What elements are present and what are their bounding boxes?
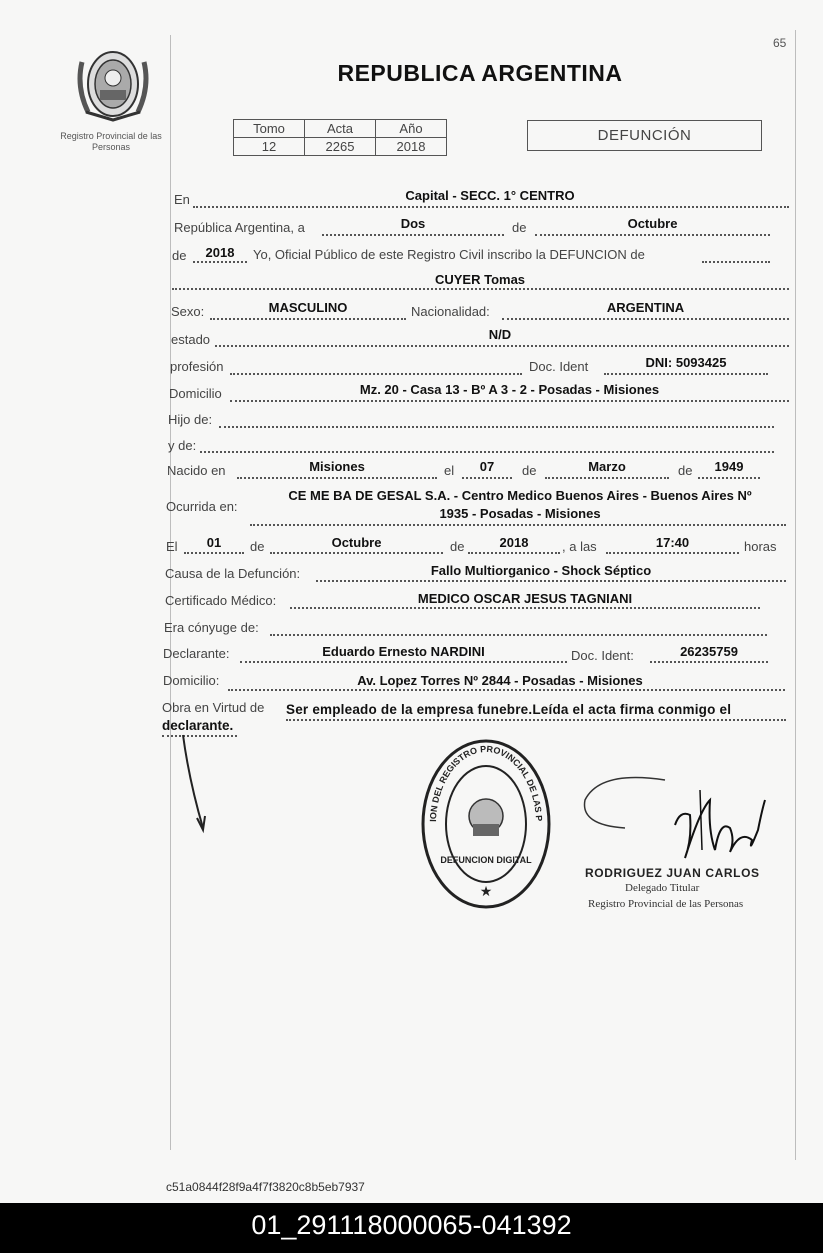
page-number: 65 xyxy=(773,36,787,50)
y-de-line xyxy=(200,451,774,453)
difunto-nombre: CUYER Tomas xyxy=(434,272,526,287)
nacionalidad-label: Nacionalidad: xyxy=(411,304,490,319)
official-stamp xyxy=(420,738,552,910)
document-type: DEFUNCIÓN xyxy=(527,120,762,151)
ocurrida-line1: CE ME BA DE GESAL S.A. - Centro Medico Buenos Aires - Buenos Aires Nº xyxy=(288,488,752,503)
obra-value-line1: Ser empleado de la empresa funebre.Leída el acta firma conmigo el xyxy=(286,702,732,717)
conyuge-line xyxy=(270,634,767,636)
right-margin-line xyxy=(795,30,796,1160)
defuncion-hora-line xyxy=(606,552,739,554)
provincial-seal-icon xyxy=(74,42,152,124)
anio-value: 2018 xyxy=(205,245,235,260)
causa-label: Causa de la Defunción: xyxy=(165,566,301,581)
sexo-line xyxy=(210,318,406,320)
signature-name: RODRIGUEZ JUAN CARLOS xyxy=(585,866,760,880)
estado-line xyxy=(215,345,789,347)
sexo-label: Sexo: xyxy=(171,304,205,319)
defuncion-mes-line xyxy=(270,552,443,554)
y-de-label: y de: xyxy=(168,438,197,453)
conyuge-label: Era cónyuge de: xyxy=(164,620,259,635)
domicilio2-line xyxy=(228,689,785,691)
nacido-mes: Marzo xyxy=(588,459,626,474)
certificado-line xyxy=(290,607,760,609)
fecha-mes: Octubre xyxy=(627,216,678,231)
handwritten-signature-icon xyxy=(580,770,780,865)
doc-ident-value: DNI: 5093425 xyxy=(645,355,727,370)
nacido-dia-line xyxy=(462,477,512,479)
estado-value: N/D xyxy=(488,327,512,342)
declarante-doc-line xyxy=(650,661,768,663)
declarante-value: Eduardo Ernesto NARDINI xyxy=(322,644,485,659)
profesion-line xyxy=(230,373,522,375)
domicilio2-value: Av. Lopez Torres Nº 2844 - Posadas - Misiones xyxy=(357,673,643,688)
header-anio: Año xyxy=(376,120,447,138)
domicilio-label: Domicilio xyxy=(169,386,222,401)
dia-line xyxy=(322,234,504,236)
causa-value: Fallo Multiorganico - Shock Séptico xyxy=(430,563,652,578)
nacido-el-label: el xyxy=(444,463,455,478)
certificado-value: MEDICO OSCAR JESUS TAGNIANI xyxy=(417,591,633,606)
anio-line xyxy=(193,261,247,263)
obra-line1 xyxy=(286,719,786,721)
handwritten-arrow-icon xyxy=(175,730,215,835)
defuncion-de2-label: de xyxy=(450,539,465,554)
nacido-lugar-line xyxy=(237,477,437,479)
page-title: REPUBLICA ARGENTINA xyxy=(337,60,623,86)
document-hash: c51a0844f28f9a4f7f3820c8b5eb7937 xyxy=(166,1180,365,1194)
declarante-doc-value: 26235759 xyxy=(680,644,738,659)
defuncion-de-label: de xyxy=(250,539,265,554)
nacido-mes-line xyxy=(545,477,669,479)
nacido-lugar: Misiones xyxy=(309,459,365,474)
fecha-label: República Argentina, a xyxy=(174,220,305,235)
ocurrida-label: Ocurrida en: xyxy=(166,499,238,514)
fecha-dia: Dos xyxy=(400,216,426,231)
oficial-trailing-line xyxy=(702,261,770,263)
stamp-outer-text: ION DEL REGISTRO PROVINCIAL DE LAS P xyxy=(428,743,544,822)
anio-de-label: de xyxy=(172,248,187,263)
defuncion-el-label: El xyxy=(166,539,178,554)
hijo-de-label: Hijo de: xyxy=(168,412,213,427)
ocurrida-line2: 1935 - Posadas - Misiones xyxy=(439,506,601,521)
declarante-label: Declarante: xyxy=(163,646,230,661)
defuncion-horas-label: horas xyxy=(744,539,777,554)
domicilio2-label: Domicilio: xyxy=(163,673,220,688)
certificado-label: Certificado Médico: xyxy=(165,593,277,608)
defuncion-alas-label: , a las xyxy=(562,539,597,554)
stamp-inner-text: DEFUNCION DIGITAL xyxy=(440,855,532,865)
causa-line xyxy=(316,580,786,582)
org-label: Registro Provincial de las Personas xyxy=(60,131,162,152)
lugar-value: Capital - SECC. 1° CENTRO xyxy=(405,188,575,203)
nombre-line xyxy=(172,288,789,290)
oficial-text: Yo, Oficial Público de este Registro Civil inscribo la DEFUNCION de xyxy=(253,247,645,262)
domicilio-value: Mz. 20 - Casa 13 - Bº A 3 - 2 - Posadas - Misiones xyxy=(359,382,660,397)
nacido-anio-line xyxy=(698,477,760,479)
domicilio-line xyxy=(230,400,789,402)
obra-label: Obra en Virtud de xyxy=(162,700,265,715)
value-tomo: 12 xyxy=(234,138,305,156)
value-acta: 2265 xyxy=(305,138,376,156)
estado-label: estado xyxy=(171,332,211,347)
defuncion-dia: 01 xyxy=(206,535,222,550)
signature-role: Delegado Titular xyxy=(625,882,700,894)
nacido-dia: 07 xyxy=(479,459,495,474)
signature-org: Registro Provincial de las Personas xyxy=(588,898,744,910)
defuncion-mes: Octubre xyxy=(331,535,382,550)
registry-table xyxy=(233,119,447,156)
declarante-line xyxy=(240,661,567,663)
defuncion-anio: 2018 xyxy=(499,535,529,550)
ocurrida-line xyxy=(250,524,786,526)
lugar-line xyxy=(193,206,789,208)
nacido-label: Nacido en xyxy=(167,463,226,478)
doc-ident-label: Doc. Ident xyxy=(529,359,589,374)
defuncion-dia-line xyxy=(184,552,244,554)
obra-value-line2: declarante. xyxy=(162,718,234,733)
doc-ident-line xyxy=(604,373,768,375)
footer-code: 01_291118000065-041392 xyxy=(0,1203,823,1253)
defuncion-anio-line xyxy=(468,552,560,554)
nacido-de2-label: de xyxy=(678,463,693,478)
mes-line xyxy=(535,234,770,236)
lugar-label: En xyxy=(174,192,190,207)
nacionalidad-value: ARGENTINA xyxy=(606,300,685,315)
fecha-de-label: de xyxy=(512,220,527,235)
value-anio: 2018 xyxy=(376,138,447,156)
header-acta: Acta xyxy=(305,120,376,138)
hijo-de-line xyxy=(219,426,774,428)
defuncion-hora: 17:40 xyxy=(655,535,690,550)
star-icon: ★ xyxy=(479,883,493,899)
nacido-de-label: de xyxy=(522,463,537,478)
nacido-anio: 1949 xyxy=(714,459,744,474)
profesion-label: profesión xyxy=(170,359,224,374)
nacionalidad-line xyxy=(502,318,789,320)
sexo-value: MASCULINO xyxy=(268,300,348,315)
header-tomo: Tomo xyxy=(234,120,305,138)
declarante-doc-label: Doc. Ident: xyxy=(571,648,634,663)
